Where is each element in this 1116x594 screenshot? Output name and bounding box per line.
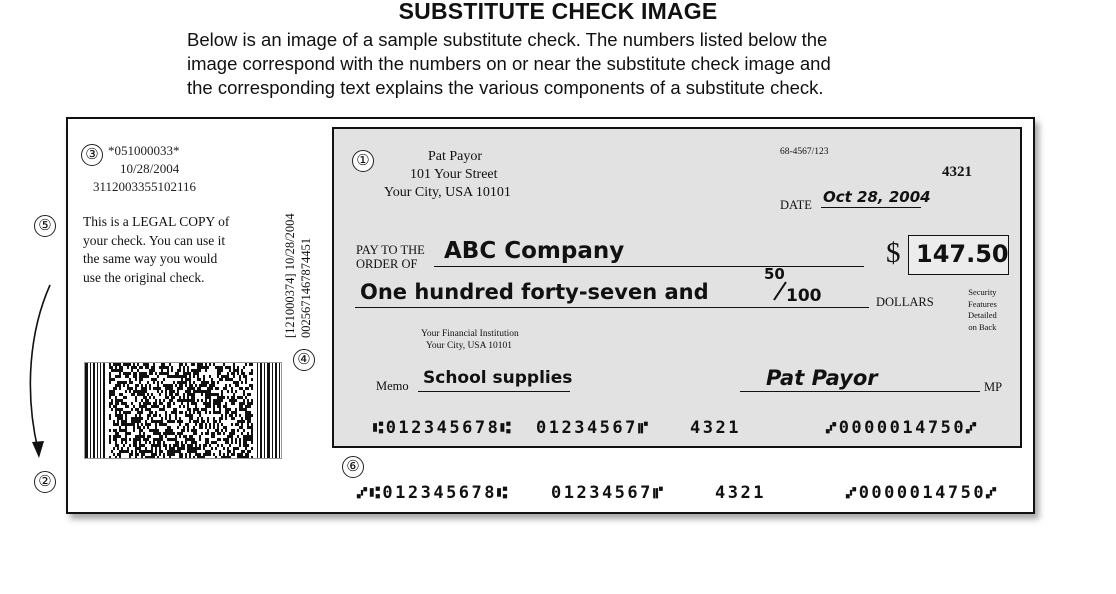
security-line: Features bbox=[968, 298, 997, 309]
callout-1: ① bbox=[352, 150, 374, 172]
intro-text bbox=[187, 28, 947, 100]
stamp-date: 10/28/2004 bbox=[120, 161, 180, 176]
payto-label-line: PAY TO THE bbox=[356, 243, 425, 257]
written-amount: One hundred forty-seven and bbox=[360, 280, 709, 304]
signature: Pat Payor bbox=[766, 366, 878, 390]
bank-name: Your Financial Institution bbox=[421, 329, 519, 339]
date-line bbox=[821, 207, 921, 208]
legal-line: use the original check. bbox=[83, 269, 205, 285]
payor-city: Your City, USA 10101 bbox=[384, 185, 511, 200]
sub-micr-routing: ⑇⑆012345678⑆ bbox=[357, 483, 510, 503]
legal-line: the same way you would bbox=[83, 251, 218, 266]
payto-label bbox=[356, 243, 425, 271]
vertical-endorsement bbox=[282, 213, 314, 338]
micr-routing: ⑆012345678⑆ bbox=[373, 418, 514, 438]
payor-name: Pat Payor bbox=[428, 149, 483, 164]
payee-line bbox=[434, 266, 864, 267]
written-amount-line bbox=[355, 307, 869, 308]
callout-6: ⑥ bbox=[342, 456, 364, 478]
security-line: Detailed bbox=[968, 310, 997, 320]
check-number: 4321 bbox=[942, 164, 972, 180]
legal-line: your check. You can use it bbox=[83, 232, 226, 248]
sub-micr-check-number: 4321 bbox=[715, 483, 766, 503]
mp-label: MP bbox=[984, 380, 1003, 394]
security-features-note bbox=[968, 287, 997, 333]
intro-line: Below is an image of a sample substitute check. The numbers listed below the bbox=[187, 29, 828, 50]
callout-3: ③ bbox=[81, 144, 103, 166]
amount-value: 147.50 bbox=[916, 240, 1009, 268]
pdf417-barcode bbox=[84, 362, 282, 459]
cents-denominator: 100 bbox=[786, 286, 822, 306]
intro-line: image correspond with the numbers on or near the substitute check image and bbox=[187, 53, 831, 74]
arrow-icon bbox=[20, 280, 60, 470]
payto-label-line: ORDER OF bbox=[356, 257, 418, 271]
micr-account: 01234567⑈ bbox=[536, 418, 651, 438]
micr-amount: ⑇0000014750⑇ bbox=[826, 418, 979, 438]
bank-city: Your City, USA 10101 bbox=[426, 341, 513, 351]
signature-line bbox=[740, 391, 980, 392]
memo-line bbox=[418, 391, 570, 392]
callout-5: ⑤ bbox=[34, 215, 56, 237]
routing-stamp: *051000033* bbox=[108, 143, 180, 158]
page-title: SUBSTITUTE CHECK IMAGE bbox=[398, 0, 718, 24]
callout-2: ② bbox=[34, 471, 56, 493]
memo-value: School supplies bbox=[423, 368, 573, 388]
payee-name: ABC Company bbox=[444, 238, 625, 264]
dollars-label: DOLLARS bbox=[876, 295, 934, 309]
stamp-sequence: 3112003355102116 bbox=[93, 179, 197, 194]
vertical-line: [121000374] 10/28/2004 bbox=[283, 213, 297, 338]
sub-micr-account: 01234567⑈ bbox=[551, 483, 666, 503]
legal-copy-notice bbox=[83, 213, 263, 287]
vertical-line: 0025671467874451 bbox=[299, 238, 313, 338]
callout-4: ④ bbox=[293, 349, 315, 371]
security-line: Security bbox=[968, 287, 997, 297]
cents-numerator: 50 bbox=[764, 265, 785, 283]
security-line: on Back bbox=[968, 321, 997, 332]
date-label: DATE bbox=[780, 198, 812, 212]
fraction-code: 68-4567/123 bbox=[780, 147, 829, 157]
intro-line: the corresponding text explains the various components of a substitute check. bbox=[187, 77, 824, 98]
date-value: Oct 28, 2004 bbox=[823, 188, 931, 206]
dollar-sign: $ bbox=[886, 237, 901, 269]
legal-line: This is a LEGAL COPY of bbox=[83, 214, 230, 229]
sub-micr-amount: ⑇0000014750⑇ bbox=[846, 483, 999, 503]
memo-label: Memo bbox=[376, 379, 409, 393]
micr-check-number: 4321 bbox=[690, 418, 741, 438]
payor-street: 101 Your Street bbox=[410, 167, 498, 182]
